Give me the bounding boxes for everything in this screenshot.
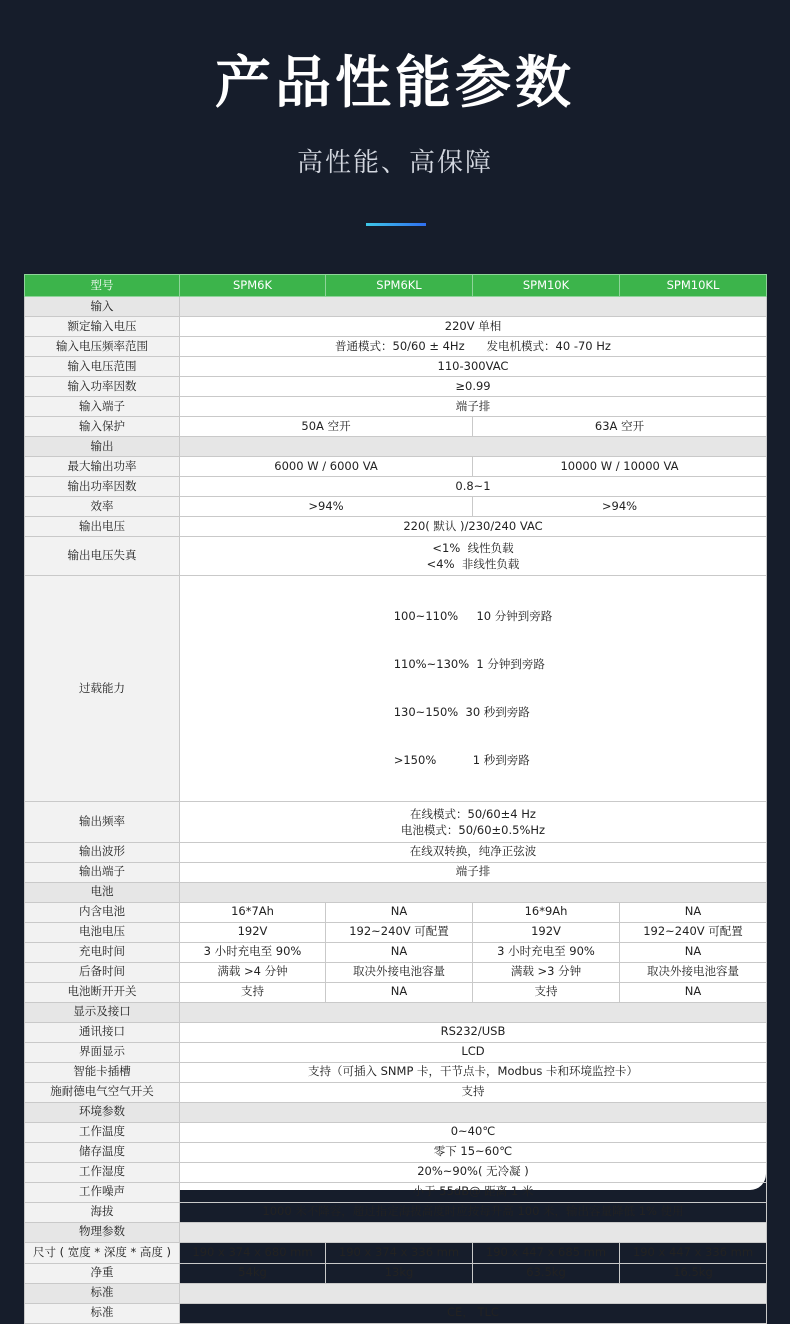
table-row [25,377,767,397]
row-value: 支持 [180,1082,767,1102]
row-cell: NA [620,982,767,1002]
row-label: 输入端子 [25,397,180,417]
row-value: 0~40℃ [180,1122,767,1142]
row-value: >94% [473,497,767,517]
row-label: 海拔 [25,1202,180,1222]
row-value [180,537,767,576]
row-value: 零下 15~60℃ [180,1142,767,1162]
table-row [25,962,767,982]
section-input: 输入 [25,297,180,317]
section-row [25,297,767,317]
header-spm10k: SPM10K [473,275,620,297]
row-value: LCD [180,1042,767,1062]
row-value [180,801,767,842]
row-cell: NA [620,902,767,922]
row-label: 标准 [25,1303,180,1323]
header-spm6k: SPM6K [180,275,326,297]
row-value: 端子排 [180,397,767,417]
header-model: 型号 [25,275,180,297]
table-row [25,1042,767,1062]
row-label: 输入电压频率范围 [25,337,180,357]
row-value: RS232/USB [180,1022,767,1042]
table-row [25,457,767,477]
row-value: 220V 单相 [180,317,767,337]
row-value: 50A 空开 [180,417,473,437]
row-label: 内含电池 [25,902,180,922]
row-label: 输出端子 [25,862,180,882]
section-display: 显示及接口 [25,1002,180,1022]
header-spm10kl: SPM10KL [620,275,767,297]
table-row [25,1303,767,1323]
table-row [25,1142,767,1162]
distortion-line: <4% 非线性负载 [426,557,520,571]
row-cell: 190 x 447 x 685 mm [473,1242,620,1263]
row-label: 电池断开开关 [25,982,180,1002]
row-value: >94% [180,497,473,517]
row-cell: 192~240V 可配置 [620,922,767,942]
row-label: 输出频率 [25,801,180,842]
out-freq-line: 电池模式：50/60±0.5%Hz [400,822,546,837]
section-row [25,1102,767,1122]
row-label: 工作温度 [25,1122,180,1142]
table-row [25,902,767,922]
row-value: 端子排 [180,862,767,882]
table-row [25,397,767,417]
row-cell: 支持 [473,982,620,1002]
table-row [25,1242,767,1263]
table-row [25,1062,767,1082]
row-label: 过载能力 [25,576,180,802]
row-label: 智能卡插槽 [25,1062,180,1082]
row-cell: 63.5kg [473,1263,620,1283]
row-value: 110-300VAC [180,357,767,377]
row-cell: NA [326,942,473,962]
row-label: 效率 [25,497,180,517]
row-cell: 190 x 374 x 336 mm [326,1242,473,1263]
row-label: 工作湿度 [25,1162,180,1182]
overload-line: 110%~130% 1 分钟到旁路 [393,657,545,671]
overload-line: 130~150% 30 秒到旁路 [393,705,530,719]
row-value: 10000 W / 10000 VA [473,457,767,477]
row-cell: 3 小时充电至 90% [180,942,326,962]
table-row [25,1162,767,1182]
row-value: 220( 默认 )/230/240 VAC [180,517,767,537]
row-label: 输出电压 [25,517,180,537]
row-value: 6000 W / 6000 VA [180,457,473,477]
row-label: 后备时间 [25,962,180,982]
table-row [25,417,767,437]
table-row [25,1122,767,1142]
table-row [25,317,767,337]
row-cell: 取决外接电池容量 [326,962,473,982]
spec-table [24,274,767,1324]
row-cell: 192V [473,922,620,942]
row-cell: NA [620,942,767,962]
table-row [25,477,767,497]
row-label: 输出功率因数 [25,477,180,497]
row-label: 净重 [25,1263,180,1283]
spec-card [24,274,766,1320]
section-standard: 标准 [25,1283,180,1303]
row-value: 1000 米不降容，超过指定海拔高度时应按每升高 100 米，输出容量降低 1% 使用 [180,1202,767,1222]
row-cell: NA [326,902,473,922]
table-row [25,517,767,537]
table-row [25,337,767,357]
table-row [25,1202,767,1222]
table-header-row [25,275,767,297]
table-row [25,862,767,882]
row-cell: 190 x 374 x 680 mm [180,1242,326,1263]
row-label: 电池电压 [25,922,180,942]
row-label: 额定输入电压 [25,317,180,337]
overload-line: >150% 1 秒到旁路 [393,753,530,767]
table-row [25,576,767,802]
row-value: 小于 55dB@ 距离 1 米 [180,1182,767,1202]
row-cell: 16*7Ah [180,902,326,922]
title-accent-line [366,223,426,226]
table-row [25,801,767,842]
row-value: 在线双转换，纯净正弦波 [180,842,767,862]
table-row [25,537,767,576]
row-cell: 支持 [180,982,326,1002]
row-cell: 192V [180,922,326,942]
row-label: 最大输出功率 [25,457,180,477]
row-cell: 192~240V 可配置 [326,922,473,942]
row-cell: 3 小时充电至 90% [473,942,620,962]
table-row [25,982,767,1002]
row-cell: 16.5kg [620,1263,767,1283]
row-label: 界面显示 [25,1042,180,1062]
section-row [25,1002,767,1022]
row-cell: 190 x 447 x 336 mm [620,1242,767,1263]
row-label: 输出电压失真 [25,537,180,576]
row-label: 施耐德电气空气开关 [25,1082,180,1102]
table-row [25,942,767,962]
overload-line: 100~110% 10 分钟到旁路 [393,609,553,623]
row-cell: 取决外接电池容量 [620,962,767,982]
row-label: 储存温度 [25,1142,180,1162]
row-cell: 13kg [326,1263,473,1283]
row-label: 输出波形 [25,842,180,862]
row-label: 通讯接口 [25,1022,180,1042]
section-row [25,1222,767,1242]
row-cell: NA [326,982,473,1002]
row-cell: 满载 >3 分钟 [473,962,620,982]
page-title: 产品性能参数 [215,51,575,116]
table-row [25,1182,767,1202]
section-physical: 物理参数 [25,1222,180,1242]
table-row [25,922,767,942]
row-value [180,576,767,802]
section-row [25,882,767,902]
section-row [25,437,767,457]
table-row [25,842,767,862]
row-value: CE， TLC [180,1303,767,1323]
out-freq-line: 在线模式：50/60±4 Hz [410,806,536,821]
distortion-line: <1% 线性负载 [432,541,514,555]
section-battery: 电池 [25,882,180,902]
table-row [25,357,767,377]
row-label: 充电时间 [25,942,180,962]
section-output: 输出 [25,437,180,457]
row-value: 0.8~1 [180,477,767,497]
overload-lines [394,576,553,800]
row-label: 尺寸 ( 宽度 * 深度 * 高度 ) [25,1242,180,1263]
row-label: 输入功率因数 [25,377,180,397]
row-cell: 54kg [180,1263,326,1283]
row-label: 输入保护 [25,417,180,437]
header-spm6kl: SPM6KL [326,275,473,297]
section-environment: 环境参数 [25,1102,180,1122]
row-value: 63A 空开 [473,417,767,437]
row-value: 20%~90%( 无冷凝 ) [180,1162,767,1182]
row-cell: 16*9Ah [473,902,620,922]
table-row [25,1022,767,1042]
section-row [25,1283,767,1303]
row-value: 普通模式：50/60 ± 4Hz 发电机模式：40 -70 Hz [180,337,767,357]
row-value: 支持（可插入 SNMP 卡，干节点卡，Modbus 卡和环境监控卡） [180,1062,767,1082]
table-row [25,1263,767,1283]
row-label: 工作噪声 [25,1182,180,1202]
page-subtitle: 高性能、高保障 [296,148,493,178]
table-row [25,497,767,517]
row-value: ≥0.99 [180,377,767,397]
row-cell: 满载 >4 分钟 [180,962,326,982]
table-row [25,1082,767,1102]
row-label: 输入电压范围 [25,357,180,377]
